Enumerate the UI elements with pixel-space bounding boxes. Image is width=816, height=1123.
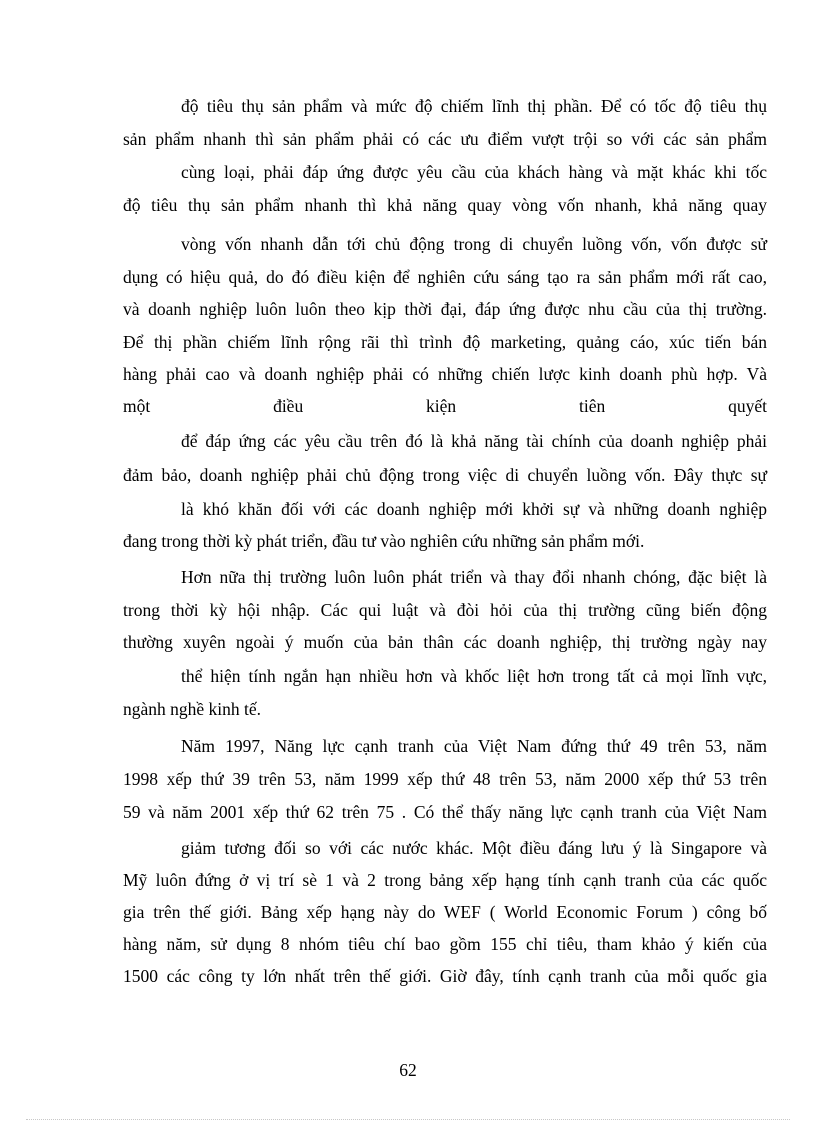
text-line: 1998 xếp thứ 39 trên 53, năm 1999 xếp thứ 48 trên 53, năm 2000 xếp thứ 53 trên xyxy=(123,769,767,789)
text-line: Để thị phần chiếm lĩnh rộng rãi thì trình độ marketing, quảng cáo, xúc tiến bán xyxy=(123,332,767,352)
text-line: độ tiêu thụ sản phẩm và mức độ chiếm lĩnh thị phần. Để có tốc độ tiêu thụ xyxy=(181,96,767,116)
text-line: dụng có hiệu quả, do đó điều kiện để nghiên cứu sáng tạo ra sản phẩm mới rất cao, xyxy=(123,267,767,287)
text-line: đảm bảo, doanh nghiệp phải chủ động trong việc di chuyển luồng vốn. Đây thực sự xyxy=(123,465,767,485)
text-line: và doanh nghiệp luôn luôn theo kịp thời đại, đáp ứng được nhu cầu của thị trường. xyxy=(123,299,767,319)
text-line: ngành nghề kinh tế. xyxy=(123,699,262,719)
text-line: cùng loại, phải đáp ứng được yêu cầu của khách hàng và mặt khác khi tốc xyxy=(181,162,767,182)
text-line: giảm tương đối so với các nước khác. Một điều đáng lưu ý là Singapore và xyxy=(181,838,767,858)
text-line: thường xuyên ngoài ý muốn của bản thân các doanh nghiệp, thị trường ngày nay xyxy=(123,632,767,652)
page-bottom-border xyxy=(26,1119,790,1120)
text-line: hàng phải cao và doanh nghiệp phải có những chiến lược kinh doanh phù hợp. Và xyxy=(123,364,767,384)
text-line: Hơn nữa thị trường luôn luôn phát triển và thay đổi nhanh chóng, đặc biệt là xyxy=(181,567,767,587)
text-line: gia trên thế giới. Bảng xếp hạng này do WEF ( World Economic Forum ) công bố xyxy=(123,902,767,922)
text-line: Năm 1997, Năng lực cạnh tranh của Việt Nam đứng thứ 49 trên 53, năm xyxy=(181,736,767,756)
text-line: sản phẩm nhanh thì sản phẩm phải có các ưu điểm vượt trội so với các sản phẩm xyxy=(123,129,767,149)
text-line: Mỹ luôn đứng ở vị trí sè 1 và 2 trong bảng xếp hạng tính cạnh tranh của các quốc xyxy=(123,870,767,890)
text-line: độ tiêu thụ sản phẩm nhanh thì khả năng quay vòng vốn nhanh, khả năng quay xyxy=(123,195,767,215)
text-line: hàng năm, sử dụng 8 nhóm tiêu chí bao gồm 155 chỉ tiêu, tham khảo ý kiến của xyxy=(123,934,767,954)
text-line: 1500 các công ty lớn nhất trên thế giới. Giờ đây, tính cạnh tranh của mỗi quốc gia xyxy=(123,966,767,986)
text-line: một điều kiện tiên quyết xyxy=(123,396,767,416)
text-line: để đáp ứng các yêu cầu trên đó là khả năng tài chính của doanh nghiệp phải xyxy=(181,431,767,451)
text-line: 59 và năm 2001 xếp thứ 62 trên 75 . Có thể thấy năng lực cạnh tranh của Việt Nam xyxy=(123,802,767,822)
text-line: thể hiện tính ngắn hạn nhiều hơn và khốc liệt hơn trong tất cả mọi lĩnh vực, xyxy=(181,666,767,686)
text-line: là khó khăn đối với các doanh nghiệp mới khởi sự và những doanh nghiệp xyxy=(181,499,767,519)
text-line: trong thời kỳ hội nhập. Các qui luật và đòi hỏi của thị trường cũng biến động xyxy=(123,600,767,620)
page-number: 62 xyxy=(399,1060,417,1080)
text-line: vòng vốn nhanh dẫn tới chủ động trong di chuyển luồng vốn, vốn được sử xyxy=(181,234,767,254)
text-line: đang trong thời kỳ phát triển, đầu tư vào nghiên cứu những sản phẩm mới. xyxy=(123,531,645,551)
